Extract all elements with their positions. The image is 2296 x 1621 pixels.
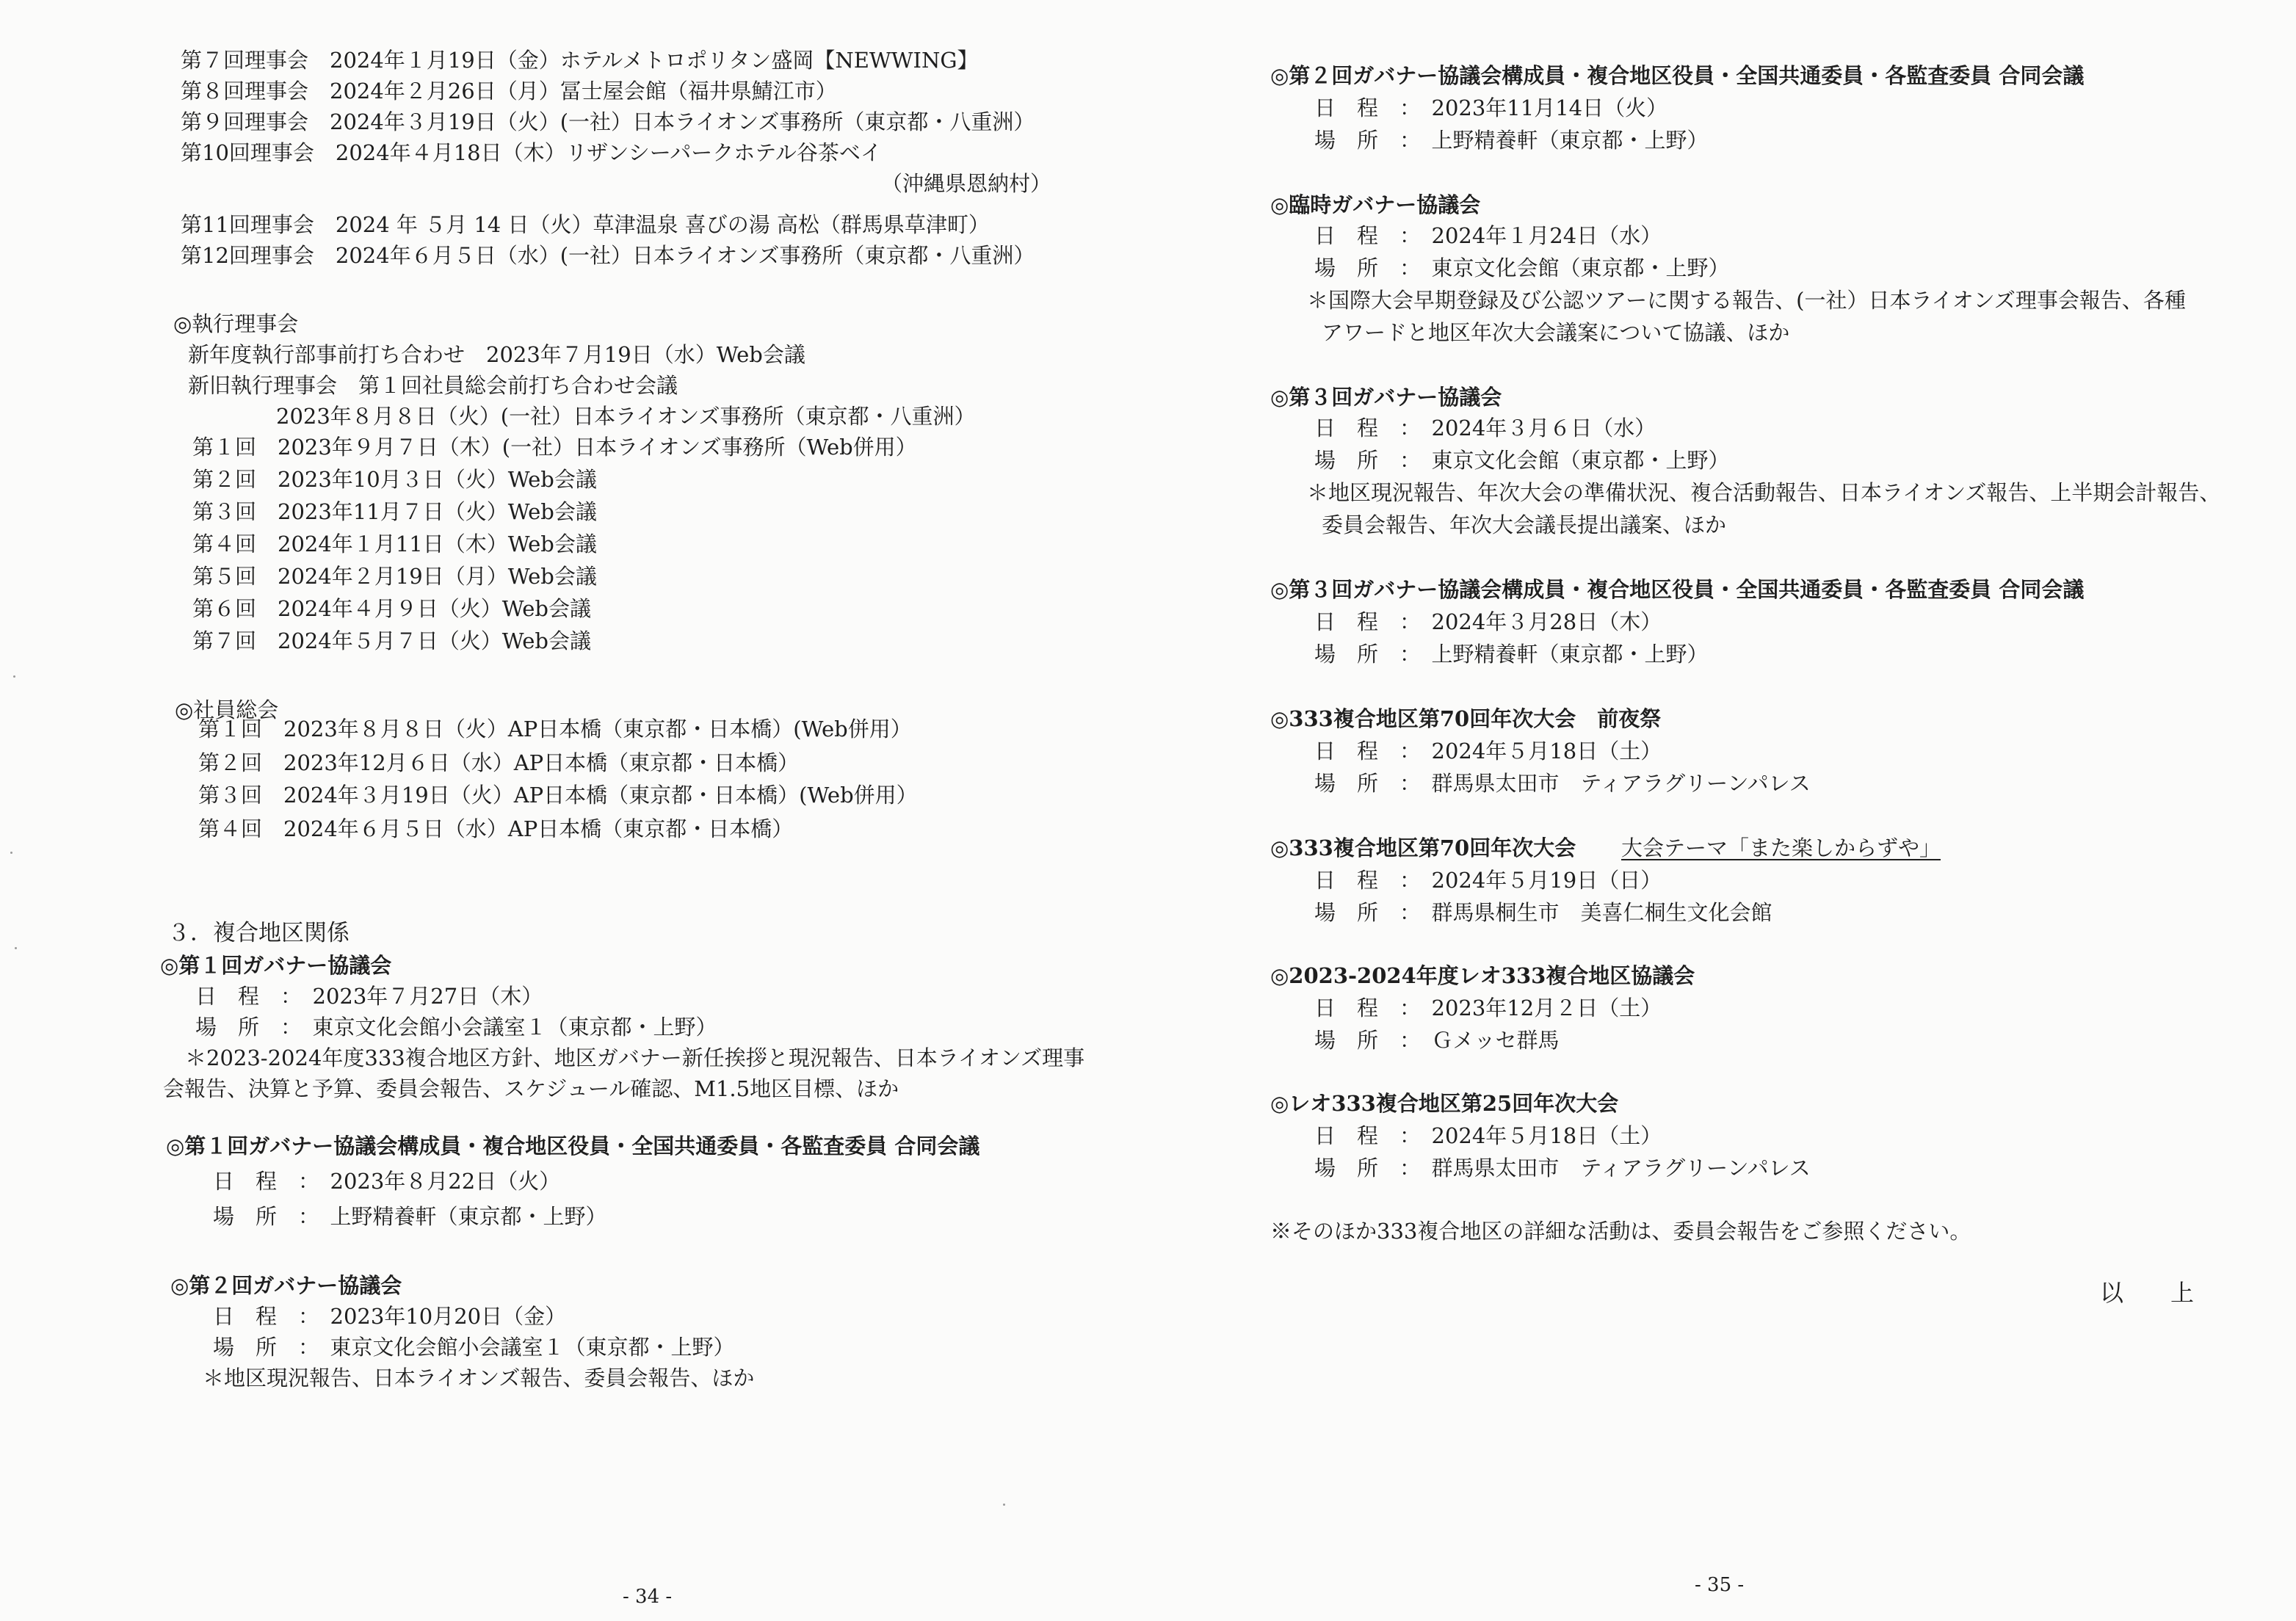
scan-speck bbox=[15, 947, 17, 949]
page-number: - 35 - bbox=[1695, 1574, 1745, 1596]
meeting-line: 日 程 ： 2023年７月27日（木） bbox=[195, 984, 543, 1009]
board-line: 第12回理事会 2024年６月５日（水）(一社）日本ライオンズ事務所（東京都・八重洲） bbox=[181, 243, 1035, 268]
board-line: 第９回理事会 2024年３月19日（火）(一社）日本ライオンズ事務所（東京都・八重洲） bbox=[181, 109, 1035, 134]
meeting-line: 日 程 ： 2024年１月24日（水） bbox=[1314, 223, 1662, 248]
meeting-title: ◎2023-2024年度レオ333複合地区協議会 bbox=[1270, 963, 1695, 988]
board-line: 第11回理事会 2024 年 ５月 14 日（火）草津温泉 喜びの湯 高松（群馬県草津町） bbox=[181, 212, 990, 237]
meeting-title: ◎第１回ガバナー協議会構成員・複合地区役員・全国共通委員・各監査委員 合同会議 bbox=[166, 1134, 980, 1158]
exec-line: 第６回 2024年４月９日（火）Web会議 bbox=[192, 596, 591, 621]
board-line-location: （沖縄県恩納村） bbox=[881, 171, 1052, 196]
meeting-note: ＊国際大会早期登録及び公認ツアーに関する報告、(一社）日本ライオンズ理事会報告、各種 bbox=[1307, 288, 2186, 313]
board-line: 第７回理事会 2024年１月19日（金）ホテルメトロポリタン盛岡【NEWWING】 bbox=[181, 48, 979, 73]
general-line: 第４回 2024年６月５日（水）AP日本橋（東京都・日本橋） bbox=[198, 816, 794, 841]
meeting-title: ◎第２回ガバナー協議会 bbox=[170, 1273, 402, 1298]
exec-line: 新年度執行部事前打ち合わせ 2023年７月19日（水）Web会議 bbox=[188, 342, 805, 367]
board-line: 第８回理事会 2024年２月26日（月）冨士屋会館（福井県鯖江市） bbox=[181, 79, 837, 104]
meeting-title: ◎333複合地区第70回年次大会 bbox=[1270, 835, 1576, 860]
general-line: 第３回 2024年３月19日（火）AP日本橋（東京都・日本橋）(Web併用） bbox=[198, 783, 918, 808]
exec-line: 第２回 2023年10月３日（火）Web会議 bbox=[192, 467, 597, 492]
section-title: ３．複合地区関係 bbox=[167, 920, 350, 946]
meeting-title: ◎333複合地区第70回年次大会 前夜祭 bbox=[1270, 706, 1662, 731]
meeting-note: 会報告、決算と予算、委員会報告、スケジュール確認、M1.5地区目標、ほか bbox=[163, 1076, 899, 1101]
meeting-line: 場 所 ： 東京文化会館（東京都・上野） bbox=[1314, 448, 1730, 473]
meeting-note: 委員会報告、年次大会議長提出議案、ほか bbox=[1322, 512, 1727, 537]
scan-speck bbox=[1003, 1504, 1005, 1506]
footnote: ※そのほか333複合地区の詳細な活動は、委員会報告をご参照ください。 bbox=[1270, 1219, 1971, 1244]
exec-line: 2023年８月８日（火）(一社）日本ライオンズ事務所（東京都・八重洲） bbox=[276, 404, 976, 429]
general-line: 第１回 2023年８月８日（火）AP日本橋（東京都・日本橋）(Web併用） bbox=[198, 717, 912, 741]
meeting-line: 場 所 ： 群馬県桐生市 美喜仁桐生文化会館 bbox=[1314, 900, 1772, 925]
meeting-line: 日 程 ： 2024年３月６日（水） bbox=[1314, 416, 1656, 440]
closing-mark: 以 上 bbox=[2100, 1279, 2195, 1307]
meeting-line: 日 程 ： 2023年12月２日（土） bbox=[1314, 996, 1662, 1020]
exec-board-title: ◎執行理事会 bbox=[173, 311, 299, 336]
meeting-note: ＊地区現況報告、日本ライオンズ報告、委員会報告、ほか bbox=[203, 1366, 755, 1390]
meeting-title: ◎臨時ガバナー協議会 bbox=[1270, 192, 1481, 217]
meeting-line: 場 所 ： 上野精養軒（東京都・上野） bbox=[1314, 642, 1709, 667]
meeting-line: 場 所 ： 群馬県太田市 ティアラグリーンパレス bbox=[1314, 771, 1811, 796]
meeting-line: 日 程 ： 2023年10月20日（金） bbox=[213, 1304, 567, 1329]
meeting-note: ＊地区現況報告、年次大会の準備状況、複合活動報告、日本ライオンズ報告、上半期会計報告、 bbox=[1307, 480, 2221, 505]
board-line: 第10回理事会 2024年４月18日（木）リザンシーパークホテル谷茶ベイ bbox=[181, 140, 882, 165]
meeting-line: 日 程 ： 2024年３月28日（木） bbox=[1314, 609, 1662, 634]
meeting-title: ◎第２回ガバナー協議会構成員・複合地区役員・全国共通委員・各監査委員 合同会議 bbox=[1270, 63, 2085, 88]
meeting-line: 場 所 ： 上野精養軒（東京都・上野） bbox=[213, 1204, 607, 1229]
meeting-line: 日 程 ： 2024年５月19日（日） bbox=[1314, 868, 1662, 893]
meeting-line: 日 程 ： 2023年８月22日（火） bbox=[213, 1169, 561, 1194]
meeting-note: ＊2023-2024年度333複合地区方針、地区ガバナー新任挨拶と現況報告、日本ライオンズ理事 bbox=[185, 1045, 1085, 1070]
exec-line: 第４回 2024年１月11日（木）Web会議 bbox=[192, 532, 597, 556]
meeting-title: ◎第３回ガバナー協議会 bbox=[1270, 385, 1502, 410]
meeting-line: 場 所 ： Ｇメッセ群馬 bbox=[1314, 1028, 1560, 1053]
convention-theme: 大会テーマ「また楽しからずや」 bbox=[1621, 835, 1941, 860]
exec-line: 第７回 2024年５月７日（火）Web会議 bbox=[192, 628, 591, 653]
meeting-line: 日 程 ： 2024年５月18日（土） bbox=[1314, 739, 1662, 764]
meeting-note: アワードと地区年次大会議案について協議、ほか bbox=[1322, 320, 1790, 345]
exec-line: 第５回 2024年２月19日（月）Web会議 bbox=[192, 564, 597, 589]
meeting-line: 場 所 ： 上野精養軒（東京都・上野） bbox=[1314, 128, 1709, 153]
meeting-line: 日 程 ： 2024年５月18日（土） bbox=[1314, 1123, 1662, 1148]
meeting-title: ◎レオ333複合地区第25回年次大会 bbox=[1270, 1091, 1619, 1116]
general-line: 第２回 2023年12月６日（水）AP日本橋（東京都・日本橋） bbox=[198, 750, 800, 775]
exec-line: 第３回 2023年11月７日（火）Web会議 bbox=[192, 499, 597, 524]
scan-speck bbox=[13, 675, 15, 678]
page-number: - 34 - bbox=[623, 1586, 673, 1608]
exec-line: 第１回 2023年９月７日（木）(一社）日本ライオンズ事務所（Web併用） bbox=[192, 435, 917, 460]
meeting-title: ◎第１回ガバナー協議会 bbox=[160, 953, 392, 978]
meeting-title: ◎第３回ガバナー協議会構成員・複合地区役員・全国共通委員・各監査委員 合同会議 bbox=[1270, 577, 2085, 602]
page-35 bbox=[1148, 0, 2296, 1621]
scan-speck bbox=[10, 852, 12, 854]
meeting-line: 場 所 ： 東京文化会館小会議室１（東京都・上野） bbox=[213, 1335, 735, 1360]
general-meeting-title: ◎社員総会 bbox=[175, 697, 279, 722]
meeting-line: 日 程 ： 2023年11月14日（火） bbox=[1314, 95, 1668, 120]
meeting-line: 場 所 ： 東京文化会館（東京都・上野） bbox=[1314, 255, 1730, 280]
meeting-line: 場 所 ： 群馬県太田市 ティアラグリーンパレス bbox=[1314, 1156, 1811, 1181]
meeting-line: 場 所 ： 東京文化会館小会議室１（東京都・上野） bbox=[195, 1015, 717, 1040]
exec-line: 新旧執行理事会 第１回社員総会前打ち合わせ会議 bbox=[188, 373, 678, 398]
